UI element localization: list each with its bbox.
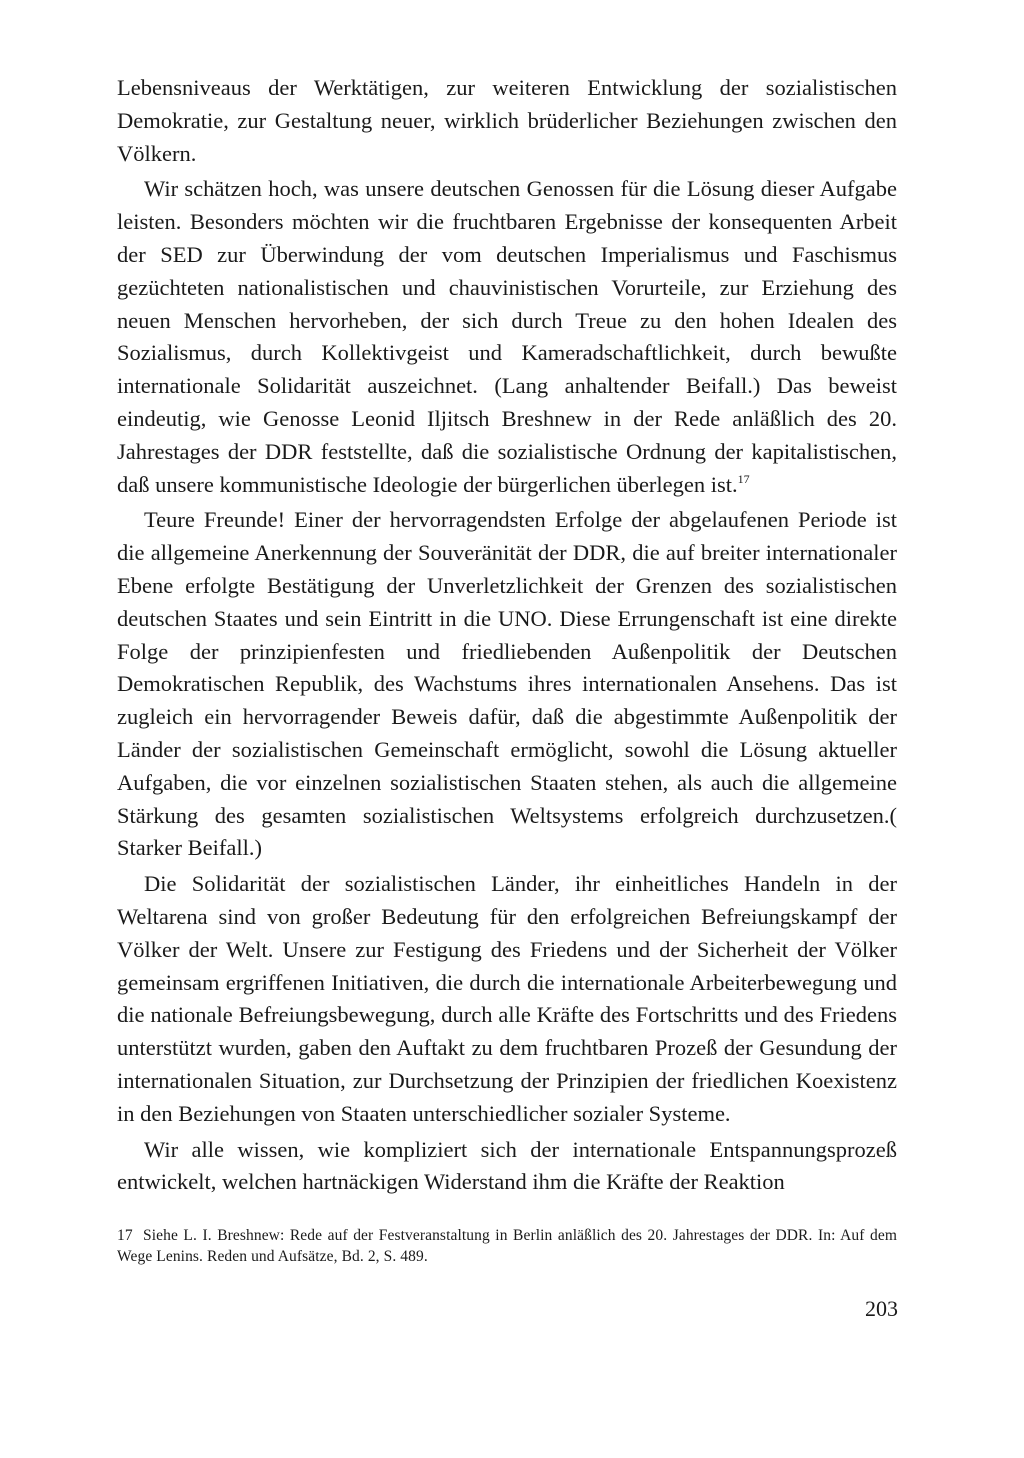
paragraph-3 [117,504,897,865]
footnote-number: 17 [117,1227,133,1244]
paragraph-text: Wir schätzen hoch, was unsere deutschen Genossen für die Lösung dieser Aufgabe leisten. Besonders möchten wir die fruchtbaren Ergebnisse der konsequenten Arbeit der SED zur Überwindung der vom deutschen Imperialismus und Faschismus gezüchteten nationalistischen und chauvinistischen Vorurteile, zur Erziehung des neuen Menschen hervorheben, der sich durch Treue zu den hohen Idealen des Sozialismus, durch Kollektivgeist und Kameradschaftlichkeit, durch bewußte internationale Solidarität auszeichnet. (Lang anhaltender Beifall.) Das beweist eindeutig, wie Genosse Leonid Iljitsch Breshnew in der Rede anläßlich des 20. Jahrestages der DDR feststellte, daß die sozialistische Ordnung der kapitalistischen, daß unsere kommunistische Ideologie der bürgerlichen überlegen ist. [117,176,897,497]
paragraph-5 [117,1134,897,1200]
paragraph-4 [117,868,897,1130]
paragraph-text: Die Solidarität der sozialistischen Länder, ihr einheitliches Handeln in der Weltarena sind von großer Bedeutung für den erfolgreichen Befreiungskampf der Völker der Welt. Unsere zur Festigung des Friedens und der Sicherheit der Völker gemeinsam ergriffenen Initiativen, die durch die internationale Arbeiterbewegung und die nationale Befreiungsbewegung, durch alle Kräfte des Fortschritts und des Friedens unterstützt wurden, gaben den Auftakt zu dem fruchtbaren Prozeß der Gesundung der internationalen Situation, zur Durchsetzung der Prinzipien der friedlichen Koexistenz in den Beziehungen von Staaten unterschiedlicher sozialer Systeme. [117,871,897,1126]
footnotes [117,1226,897,1267]
footnote-text: Siehe L. I. Breshnew: Rede auf der Festveranstaltung in Berlin anläßlich des 20. Jahrestages der DDR. In: Auf dem Wege Lenins. Reden und Aufsätze, Bd. 2, S. 489. [117,1227,897,1265]
paragraph-text: Wir alle wissen, wie kompliziert sich der internationale Entspannungsprozeß entwickelt, welchen hartnäckigen Widerstand ihm die Kräfte der Reaktion [117,1136,897,1195]
footnote-reference[interactable]: 17 [737,471,750,486]
paragraph-text: Lebensniveaus der Werktätigen, zur weiteren Entwicklung der sozialistischen Demokratie, zur Gestaltung neuer, wirklich brüderlicher Beziehungen zwischen den Völkern. [117,75,897,166]
footnote [117,1226,897,1267]
paragraph-1 [117,72,897,170]
paragraph-text: Teure Freunde! Einer der hervorragendsten Erfolge der abgelaufenen Periode ist die allgemeine Anerkennung der Souveränität der DDR, die auf breiter internationaler Ebene erfolgte Bestätigung der Unverletzlichkeit der Grenzen des sozialistischen deutschen Staates und sein Eintritt in die UNO. Diese Errungenschaft ist eine direkte Folge der prinzipienfesten und friedliebenden Außenpolitik der Deutschen Demokratischen Republik, des Wachstums ihres internationalen Ansehens. Das ist zugleich ein hervorragender Beweis dafür, daß die abgestimmte Außenpolitik der Länder der sozialistischen Gemeinschaft ermöglicht, sowohl die Lösung aktueller Aufgaben, die vor einzelnen sozialistischen Staaten stehen, als auch die allgemeine Stärkung des gesamten sozialistischen Weltsystems erfolgreich durchzusetzen.( Starker Beifall.) [117,507,897,861]
paragraph-2 [117,173,897,501]
page-number: 203 [865,1296,898,1321]
body-text [117,72,897,1199]
